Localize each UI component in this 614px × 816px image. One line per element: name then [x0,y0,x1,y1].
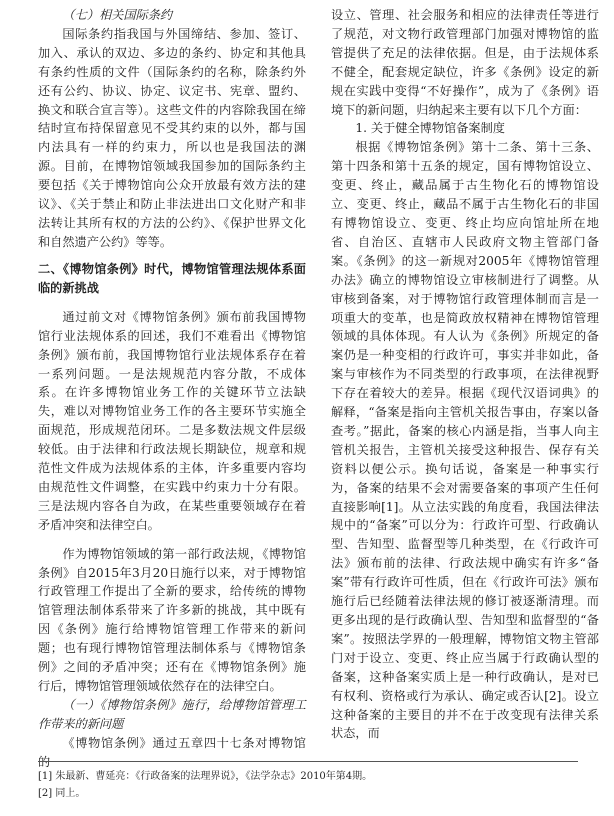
paragraph-regulation-structure: 《博物馆条例》通过五章四十七条对博物馆的 [38,735,306,769]
left-column [38,6,306,772]
footnotes [38,768,598,802]
paragraph-existing-problems: 通过前文对《博物馆条例》颁布前我国博物馆行业法规体系的回述，我们不难看出《博物馆条例》颁布前，我国博物馆行业法规体系存在着一系列问题。一是法规规范内容分散，不成体系。在许多博物馆业务工作的关键环节立法缺失，难以对博物馆业务工作的各主要环节实施全面规范，形成规范闭环。二是多数法规文件层级较低。由于法律和行政法规长期缺位，规章和规范性文件成为法规体系的主体，许多重要内容均由规范性文件调整，在实践中约束力十分有限。三是法规内容各自为政，在某些重要领域存在着矛盾冲突和法律空白。 [38,309,306,532]
footnote-2: [2] 同上。 [38,788,86,799]
paragraph-first-regulation: 作为博物馆领域的第一部行政法规，《博物馆条例》自2015年3月20日施行以来，对于博物馆行政管理工作提出了全新的要求，给传统的博物馆管理法制体系带来了许多新的挑战，其中既有因《条例》施行给博物馆管理工作带来的新问题；也有现行博物馆管理法制体系与《博物馆条例》之间的矛盾冲突；还有在《博物馆条例》施行后，博物馆管理领域依然存在的法律空白。 [38,546,306,693]
right-column [331,6,599,743]
subheading-international-treaties: （七）相关国际条约 [62,8,173,22]
footnote-1: [1] 朱最新、曹延亮：《行政备案的法理界说》，《法学杂志》2010年第4期。 [38,771,373,782]
paragraph-filing-system: 根据《博物馆条例》第十二条、第十三条、第十四条和第十五条的规定，国有博物馆设立、变更、终止，藏品属于古生物化石的博物馆设立、变更、终止，藏品不属于古生物化石的非国有博物馆设立、变更、终止均应向馆址所在地省、自治区、直辖市人民政府文物主管部门备案。《条例》的这一新规对2005年《博物馆管理办法》确立的博物馆设立审核制进行了调整。从审核到备案，对于博物馆行政管理体制而言是一项重大的变革，也是简政放权精神在博物馆管理领域的具体体现。有人认为《条例》所规定的备案仍是一种变相的行政许可，事实并非如此，备案与审核作为不同类型的行政事项，在法律视野下存在着较大的差异。根据《现代汉语词典》的解释，“备案是指向主管机关报告事由，存案以备查考。”据此，备案的核心内涵是指，当事人向主管机关报告，主管机关接受这种报告、保存有关资料以便公示。换句话说，备案是一种事实行为，备案的结果不会对需要备案的事项产生任何直接影响[1]。从立法实践的角度看，我国法律法规中的“备案”可以分为：行政许可型、行政确认型、告知型、监督型等几种类型，在《行政许可法》颁布前的法律、行政法规中确实有许多“备案”带有行政许可性质，但在《行政许可法》颁布施行后已经随着法律法规的修订被逐渐清理。而更多出现的是行政确认型、告知型和监督型的“备案”。按照法学界的一般理解，博物馆文物主管部门对于设立、变更、终止应当属于行政确认型的备案，这种备案实质上是一种行政确认，是对已有权利、资格或行为承认、确定或否认[2]。设立这种备案的主要目的并不在于改变现有法律关系状态，而 [331,140,599,741]
paragraph-continued: 设立、管理、社会服务和相应的法律责任等进行了规范，对文物行政管理部门加强对博物馆的监管提供了充足的法律依据。但是，由于法规体系不健全，配套规定缺位，许多《条例》设定的新规在实践中变得“不好操作”，成为了《条例》语境下的新问题，归纳起来主要有以下几个方面： [331,8,599,117]
numbered-heading-filing-system: 1. 关于健全博物馆备案制度 [355,121,505,136]
footnote-divider [38,761,578,762]
paragraph-gap [38,535,306,545]
section-heading-new-challenges: 二、《博物馆条例》时代，博物馆管理法规体系面临的新挑战 [38,261,306,295]
paragraph-international-treaties: 国际条约指我国与外国缔结、参加、签订、加入、承认的双边、多边的条约、协定和其他具有条约性质的文件（国际条约的名称，除条约外还有公约、协议、协定、议定书、宪章、盟约、换文和联合宣言等）。这些文件的内容除我国在缔结时宣布持保留意见不受其约束的以外，都与国内法具有一样的约束力，所以也是我国法的渊源。目前，在博物馆领域我国参加的国际条约主要包括《关于博物馆向公众开放最有效方法的建议》、《关于禁止和防止非法进出口文化财产和非法转让其所有权的方法的公约》、《保护世界文化和自然遗产公约》等等。 [38,26,306,249]
subheading-new-problems: （一）《博物馆条例》施行，给博物馆管理工作带来的新问题 [38,697,306,731]
